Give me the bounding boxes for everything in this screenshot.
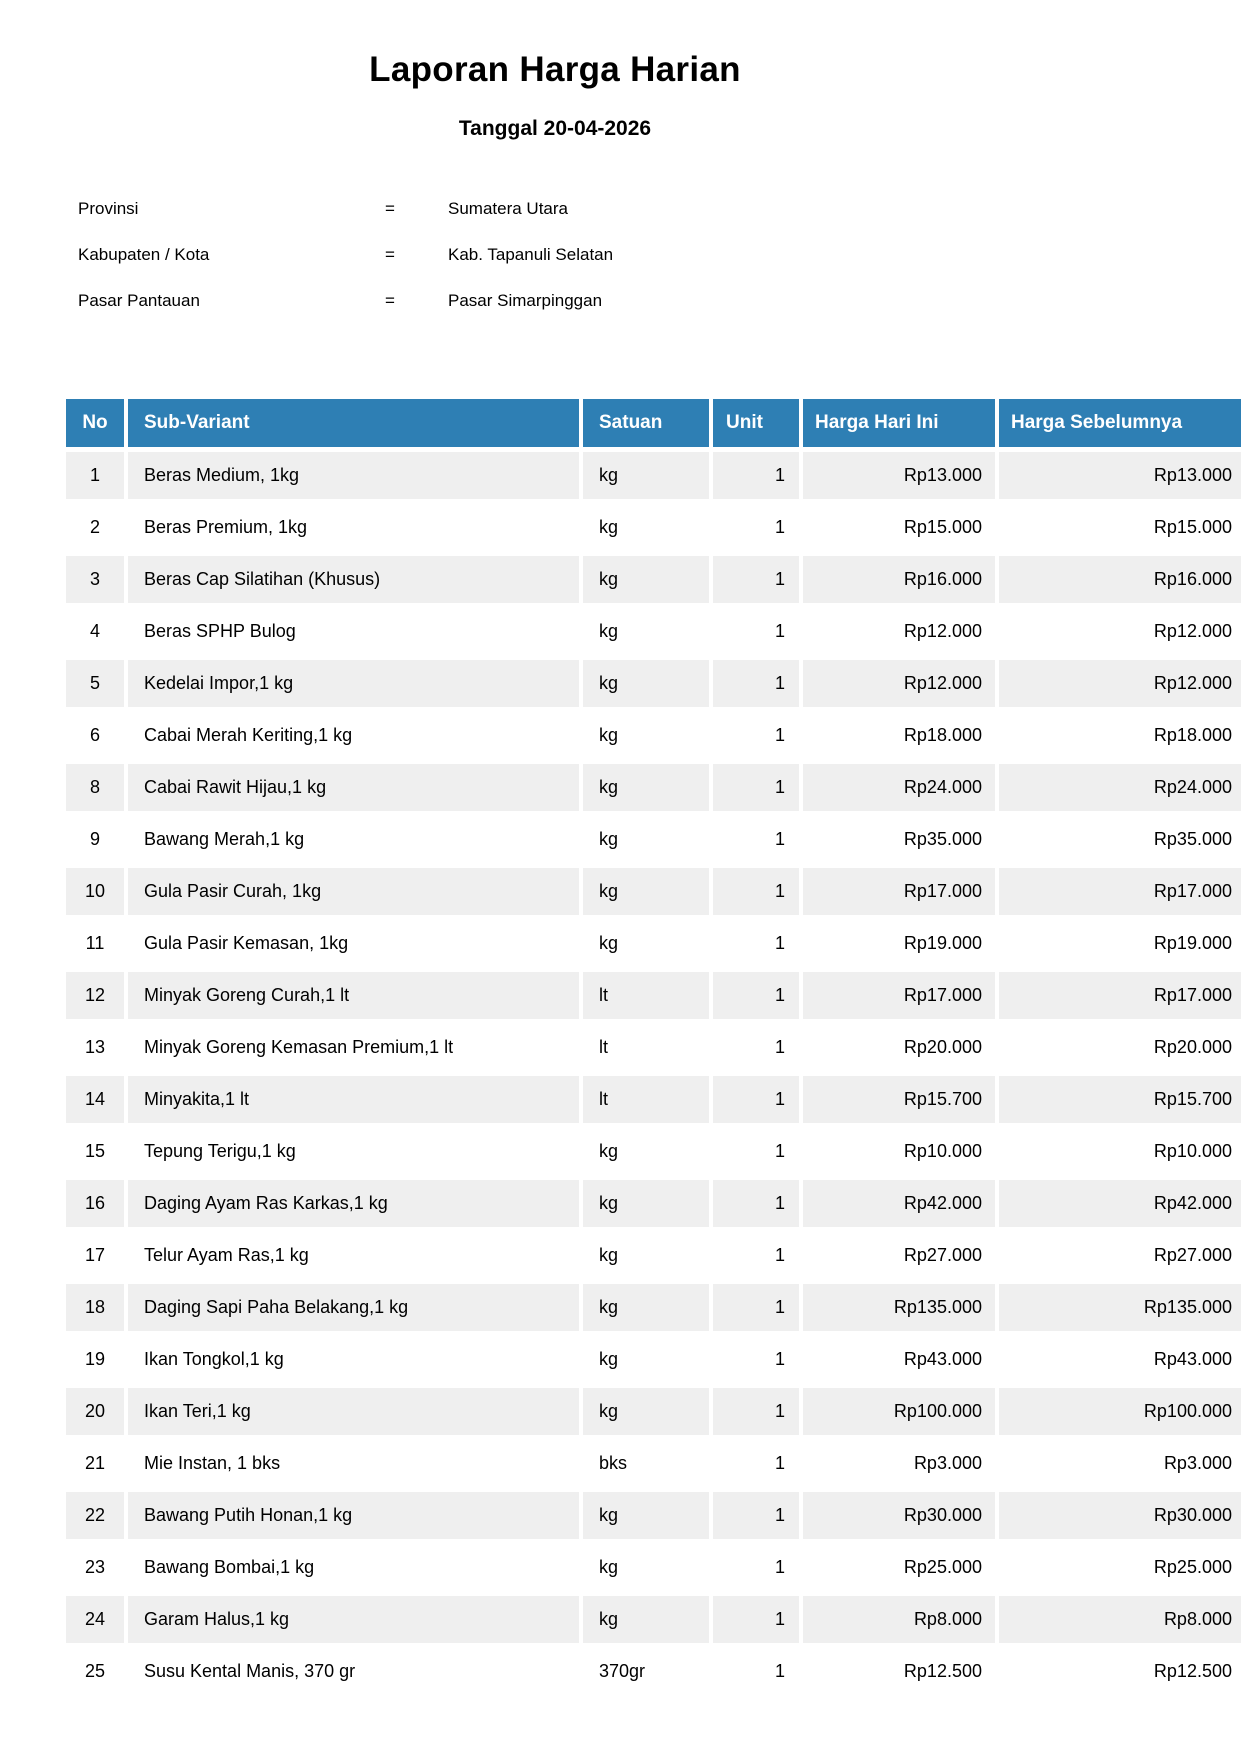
- col-header-satuan: Satuan: [583, 399, 709, 447]
- cell-no: 18: [66, 1284, 124, 1331]
- info-label-pasar: Pasar Pantauan: [78, 291, 200, 310]
- info-label-provinsi: Provinsi: [78, 199, 139, 218]
- cell-sub-variant: Bawang Merah,1 kg: [128, 816, 579, 863]
- cell-harga-sebelumnya: Rp30.000: [999, 1492, 1241, 1539]
- cell-unit: 1: [713, 1648, 799, 1695]
- cell-harga-hari-ini: Rp42.000: [803, 1180, 995, 1227]
- cell-satuan: kg: [583, 1544, 709, 1591]
- cell-sub-variant: Bawang Putih Honan,1 kg: [128, 1492, 579, 1539]
- cell-no: 8: [66, 764, 124, 811]
- cell-harga-hari-ini: Rp30.000: [803, 1492, 995, 1539]
- table-row: [66, 504, 1241, 551]
- table-row: [66, 1128, 1241, 1175]
- table-row: [66, 1336, 1241, 1383]
- table-row: [66, 1648, 1241, 1695]
- cell-sub-variant: Ikan Teri,1 kg: [128, 1388, 579, 1435]
- info-row-provinsi: [0, 199, 1241, 221]
- cell-sub-variant: Mie Instan, 1 bks: [128, 1440, 579, 1487]
- equals-sign: =: [385, 245, 395, 264]
- cell-sub-variant: Ikan Tongkol,1 kg: [128, 1336, 579, 1383]
- cell-no: 16: [66, 1180, 124, 1227]
- cell-harga-hari-ini: Rp35.000: [803, 816, 995, 863]
- cell-unit: 1: [713, 504, 799, 551]
- cell-harga-hari-ini: Rp13.000: [803, 452, 995, 499]
- cell-sub-variant: Bawang Bombai,1 kg: [128, 1544, 579, 1591]
- cell-unit: 1: [713, 868, 799, 915]
- table-row: [66, 1440, 1241, 1487]
- cell-harga-sebelumnya: Rp19.000: [999, 920, 1241, 967]
- cell-sub-variant: Garam Halus,1 kg: [128, 1596, 579, 1643]
- cell-harga-sebelumnya: Rp27.000: [999, 1232, 1241, 1279]
- cell-no: 3: [66, 556, 124, 603]
- cell-harga-hari-ini: Rp20.000: [803, 1024, 995, 1071]
- cell-satuan: 370gr: [583, 1648, 709, 1695]
- cell-harga-sebelumnya: Rp16.000: [999, 556, 1241, 603]
- cell-sub-variant: Minyak Goreng Kemasan Premium,1 lt: [128, 1024, 579, 1071]
- cell-unit: 1: [713, 1284, 799, 1331]
- cell-unit: 1: [713, 660, 799, 707]
- cell-harga-sebelumnya: Rp25.000: [999, 1544, 1241, 1591]
- cell-harga-hari-ini: Rp12.000: [803, 608, 995, 655]
- table-row: [66, 972, 1241, 1019]
- cell-satuan: kg: [583, 660, 709, 707]
- header-row: [66, 399, 1241, 447]
- cell-sub-variant: Cabai Merah Keriting,1 kg: [128, 712, 579, 759]
- cell-harga-hari-ini: Rp17.000: [803, 868, 995, 915]
- cell-unit: 1: [713, 608, 799, 655]
- cell-unit: 1: [713, 452, 799, 499]
- cell-satuan: kg: [583, 1284, 709, 1331]
- cell-no: 13: [66, 1024, 124, 1071]
- cell-sub-variant: Beras Cap Silatihan (Khusus): [128, 556, 579, 603]
- table-row: [66, 1492, 1241, 1539]
- cell-sub-variant: Minyak Goreng Curah,1 lt: [128, 972, 579, 1019]
- cell-satuan: kg: [583, 1336, 709, 1383]
- cell-sub-variant: Susu Kental Manis, 370 gr: [128, 1648, 579, 1695]
- cell-sub-variant: Beras SPHP Bulog: [128, 608, 579, 655]
- cell-sub-variant: Kedelai Impor,1 kg: [128, 660, 579, 707]
- cell-satuan: kg: [583, 1128, 709, 1175]
- cell-harga-sebelumnya: Rp15.700: [999, 1076, 1241, 1123]
- cell-harga-sebelumnya: Rp17.000: [999, 972, 1241, 1019]
- cell-unit: 1: [713, 1180, 799, 1227]
- cell-harga-hari-ini: Rp12.000: [803, 660, 995, 707]
- table-row: [66, 1544, 1241, 1591]
- cell-no: 12: [66, 972, 124, 1019]
- cell-harga-hari-ini: Rp135.000: [803, 1284, 995, 1331]
- cell-harga-hari-ini: Rp12.500: [803, 1648, 995, 1695]
- cell-unit: 1: [713, 1544, 799, 1591]
- info-value-provinsi: Sumatera Utara: [448, 199, 568, 218]
- col-header-no: No: [66, 399, 124, 447]
- table-row: [66, 920, 1241, 967]
- cell-sub-variant: Daging Ayam Ras Karkas,1 kg: [128, 1180, 579, 1227]
- cell-harga-hari-ini: Rp24.000: [803, 764, 995, 811]
- cell-sub-variant: Cabai Rawit Hijau,1 kg: [128, 764, 579, 811]
- cell-satuan: kg: [583, 1492, 709, 1539]
- cell-harga-hari-ini: Rp8.000: [803, 1596, 995, 1643]
- cell-unit: 1: [713, 1024, 799, 1071]
- cell-unit: 1: [713, 1596, 799, 1643]
- cell-harga-hari-ini: Rp100.000: [803, 1388, 995, 1435]
- cell-harga-hari-ini: Rp18.000: [803, 712, 995, 759]
- cell-satuan: kg: [583, 868, 709, 915]
- cell-satuan: kg: [583, 920, 709, 967]
- cell-satuan: kg: [583, 1232, 709, 1279]
- cell-no: 25: [66, 1648, 124, 1695]
- table-row: [66, 660, 1241, 707]
- cell-harga-hari-ini: Rp15.000: [803, 504, 995, 551]
- col-header-harga-hari-ini: Harga Hari Ini: [803, 399, 995, 447]
- price-table-body: [66, 452, 1241, 1695]
- cell-satuan: lt: [583, 972, 709, 1019]
- col-header-sub-variant: Sub-Variant: [128, 399, 579, 447]
- cell-unit: 1: [713, 816, 799, 863]
- cell-harga-sebelumnya: Rp10.000: [999, 1128, 1241, 1175]
- cell-no: 5: [66, 660, 124, 707]
- cell-satuan: kg: [583, 556, 709, 603]
- info-row-pasar: [0, 291, 1241, 313]
- cell-sub-variant: Beras Medium, 1kg: [128, 452, 579, 499]
- price-table: [62, 394, 1241, 1700]
- cell-harga-hari-ini: Rp10.000: [803, 1128, 995, 1175]
- cell-harga-sebelumnya: Rp12.500: [999, 1648, 1241, 1695]
- info-value-pasar: Pasar Simarpinggan: [448, 291, 603, 310]
- table-row: [66, 1180, 1241, 1227]
- cell-harga-hari-ini: Rp3.000: [803, 1440, 995, 1487]
- cell-sub-variant: Gula Pasir Kemasan, 1kg: [128, 920, 579, 967]
- cell-unit: 1: [713, 712, 799, 759]
- table-row: [66, 556, 1241, 603]
- equals-sign: =: [385, 291, 395, 310]
- cell-harga-sebelumnya: Rp100.000: [999, 1388, 1241, 1435]
- table-row: [66, 1284, 1241, 1331]
- cell-harga-sebelumnya: Rp20.000: [999, 1024, 1241, 1071]
- cell-harga-hari-ini: Rp17.000: [803, 972, 995, 1019]
- table-row: [66, 764, 1241, 811]
- cell-unit: 1: [713, 1440, 799, 1487]
- cell-sub-variant: Tepung Terigu,1 kg: [128, 1128, 579, 1175]
- info-row-kabupaten: [0, 245, 1241, 267]
- table-row: [66, 1388, 1241, 1435]
- cell-harga-sebelumnya: Rp43.000: [999, 1336, 1241, 1383]
- cell-harga-sebelumnya: Rp12.000: [999, 608, 1241, 655]
- page-title: Laporan Harga Harian: [369, 50, 741, 89]
- cell-satuan: kg: [583, 452, 709, 499]
- table-row: [66, 816, 1241, 863]
- table-row: [66, 712, 1241, 759]
- col-header-unit: Unit: [713, 399, 799, 447]
- cell-unit: 1: [713, 1492, 799, 1539]
- cell-satuan: lt: [583, 1024, 709, 1071]
- cell-harga-sebelumnya: Rp42.000: [999, 1180, 1241, 1227]
- cell-satuan: kg: [583, 1180, 709, 1227]
- cell-no: 20: [66, 1388, 124, 1435]
- cell-satuan: lt: [583, 1076, 709, 1123]
- cell-harga-sebelumnya: Rp18.000: [999, 712, 1241, 759]
- cell-sub-variant: Beras Premium, 1kg: [128, 504, 579, 551]
- cell-satuan: kg: [583, 608, 709, 655]
- price-table-header: [66, 399, 1241, 447]
- info-value-kabupaten: Kab. Tapanuli Selatan: [448, 245, 614, 264]
- cell-harga-sebelumnya: Rp15.000: [999, 504, 1241, 551]
- info-label-kabupaten: Kabupaten / Kota: [78, 245, 210, 264]
- cell-no: 10: [66, 868, 124, 915]
- cell-harga-sebelumnya: Rp13.000: [999, 452, 1241, 499]
- table-row: [66, 1024, 1241, 1071]
- cell-harga-hari-ini: Rp27.000: [803, 1232, 995, 1279]
- cell-harga-sebelumnya: Rp12.000: [999, 660, 1241, 707]
- cell-no: 23: [66, 1544, 124, 1591]
- cell-harga-hari-ini: Rp15.700: [803, 1076, 995, 1123]
- cell-satuan: bks: [583, 1440, 709, 1487]
- cell-unit: 1: [713, 972, 799, 1019]
- cell-unit: 1: [713, 1388, 799, 1435]
- cell-no: 22: [66, 1492, 124, 1539]
- cell-unit: 1: [713, 1336, 799, 1383]
- cell-no: 14: [66, 1076, 124, 1123]
- table-row: [66, 1596, 1241, 1643]
- cell-no: 17: [66, 1232, 124, 1279]
- cell-no: 15: [66, 1128, 124, 1175]
- cell-sub-variant: Daging Sapi Paha Belakang,1 kg: [128, 1284, 579, 1331]
- cell-satuan: kg: [583, 712, 709, 759]
- cell-unit: 1: [713, 764, 799, 811]
- cell-harga-sebelumnya: Rp24.000: [999, 764, 1241, 811]
- cell-harga-hari-ini: Rp43.000: [803, 1336, 995, 1383]
- table-row: [66, 1076, 1241, 1123]
- cell-harga-sebelumnya: Rp8.000: [999, 1596, 1241, 1643]
- cell-satuan: kg: [583, 1596, 709, 1643]
- cell-harga-hari-ini: Rp16.000: [803, 556, 995, 603]
- cell-no: 6: [66, 712, 124, 759]
- cell-satuan: kg: [583, 764, 709, 811]
- table-row: [66, 608, 1241, 655]
- cell-harga-sebelumnya: Rp3.000: [999, 1440, 1241, 1487]
- cell-satuan: kg: [583, 504, 709, 551]
- cell-harga-sebelumnya: Rp17.000: [999, 868, 1241, 915]
- table-row: [66, 452, 1241, 499]
- cell-unit: 1: [713, 1128, 799, 1175]
- table-row: [66, 1232, 1241, 1279]
- cell-no: 4: [66, 608, 124, 655]
- cell-unit: 1: [713, 1076, 799, 1123]
- cell-unit: 1: [713, 1232, 799, 1279]
- cell-harga-hari-ini: Rp25.000: [803, 1544, 995, 1591]
- cell-no: 21: [66, 1440, 124, 1487]
- table-row: [66, 868, 1241, 915]
- cell-sub-variant: Telur Ayam Ras,1 kg: [128, 1232, 579, 1279]
- cell-no: 19: [66, 1336, 124, 1383]
- cell-satuan: kg: [583, 816, 709, 863]
- cell-satuan: kg: [583, 1388, 709, 1435]
- cell-no: 24: [66, 1596, 124, 1643]
- cell-unit: 1: [713, 920, 799, 967]
- cell-no: 2: [66, 504, 124, 551]
- cell-harga-sebelumnya: Rp135.000: [999, 1284, 1241, 1331]
- cell-sub-variant: Gula Pasir Curah, 1kg: [128, 868, 579, 915]
- cell-unit: 1: [713, 556, 799, 603]
- cell-no: 11: [66, 920, 124, 967]
- cell-harga-hari-ini: Rp19.000: [803, 920, 995, 967]
- cell-no: 1: [66, 452, 124, 499]
- col-header-harga-sebelumnya: Harga Sebelumnya: [999, 399, 1241, 447]
- cell-harga-sebelumnya: Rp35.000: [999, 816, 1241, 863]
- equals-sign: =: [385, 199, 395, 218]
- report-date: Tanggal 20-04-2026: [458, 117, 652, 140]
- cell-no: 9: [66, 816, 124, 863]
- cell-sub-variant: Minyakita,1 lt: [128, 1076, 579, 1123]
